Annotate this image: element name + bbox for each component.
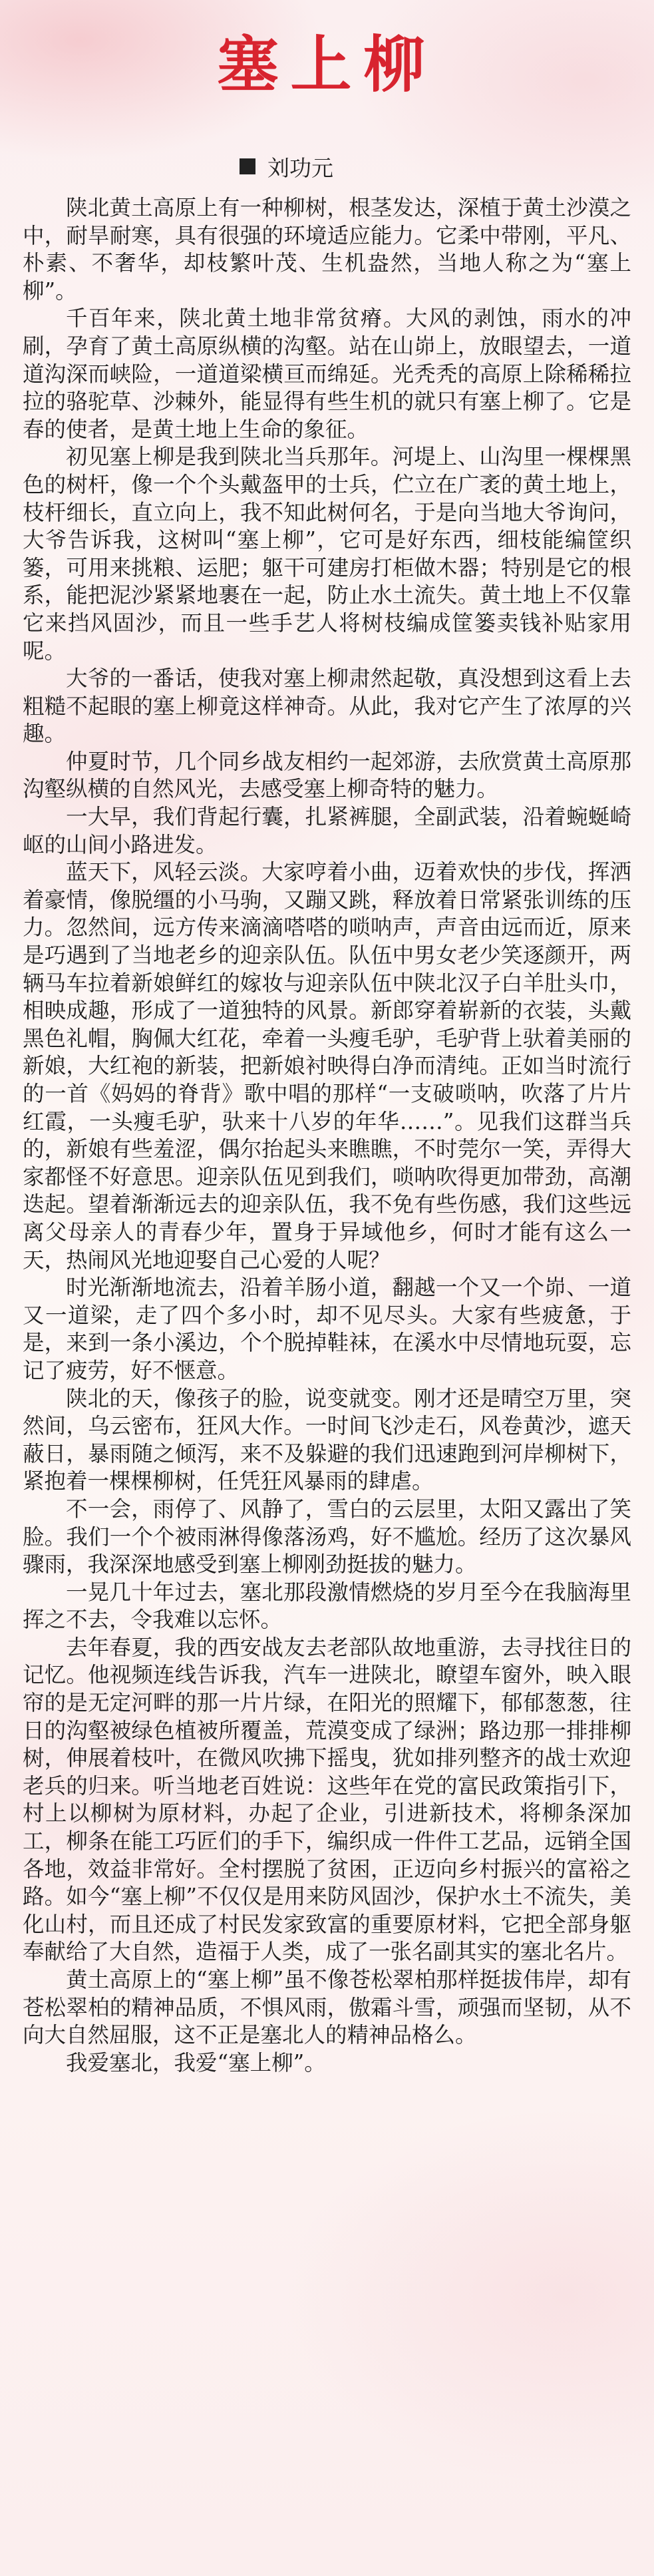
article-title: 塞上柳 [217, 29, 437, 101]
paragraph: 一晃几十年过去，塞北那段激情燃烧的岁月至今在我脑海里挥之不去，令我难以忘怀。 [23, 1579, 631, 1633]
byline [240, 152, 333, 181]
paragraph: 千百年来，陕北黄土地非常贫瘠。大风的剥蚀，雨水的冲刷，孕育了黄土高原纵横的沟壑。站在山峁上，放眼望去，一道道沟深而峡险，一道道梁横亘而绵延。光秃秃的高原上除稀稀拉拉的骆驼草、沙棘外，能显得有些生机的就只有塞上柳了。它是春的使者，是黄土地上生命的象征。 [23, 306, 631, 442]
paragraph: 黄土高原上的“塞上柳”虽不像苍松翠柏那样挺拔伟岸，却有苍松翠柏的精神品质，不惧风雨，傲霜斗雪，顽强而坚韧，从不向大自然屈服，这不正是塞北人的精神品格么。 [23, 1967, 631, 2048]
paragraph: 一大早，我们背起行囊，扎紧裤腿，全副武装，沿着蜿蜒崎岖的山间小路进发。 [23, 804, 631, 857]
paragraph: 陕北黄土高原上有一种柳树，根茎发达，深植于黄土沙漠之中，耐旱耐寒，具有很强的环境适应能力。它柔中带刚，平凡、朴素、不奢华，却枝繁叶茂、生机盎然，当地人称之为“塞上柳”。 [23, 195, 631, 304]
author-name: 刘功元 [267, 154, 333, 181]
paragraph: 蓝天下，风轻云淡。大家哼着小曲，迈着欢快的步伐，挥洒着豪情，像脱缰的小马驹，又蹦又跳，释放着日常紧张训练的压力。忽然间，远方传来滴滴嗒嗒的唢呐声，声音由远而近，原来是巧遇到了当地老乡的迎亲队伍。队伍中男女老少笑逐颜开，两辆马车拉着新娘鲜红的嫁妆与迎亲队伍中陕北汉子白羊肚头巾，相映成趣，形成了一道独特的风景。新郎穿着崭新的衣装，头戴黑色礼帽，胸佩大红花，牵着一头瘦毛驴，毛驴背上驮着美丽的新娘，大红袍的新装，把新娘衬映得白净而清纯。正如当时流行的一首《妈妈的脊背》歌中唱的那样“一支破唢呐，吹落了片片红霞，一头瘦毛驴，驮来十八岁的年华……”。见我们这群当兵的，新娘有些羞涩，偶尔抬起头来瞧瞧，不时莞尔一笑，弄得大家都怪不好意思。迎亲队伍见到我们，唢呐吹得更加带劲，高潮迭起。望着渐渐远去的迎亲队伍，我不免有些伤感，我们这些远离父母亲人的青春少年，置身于异域他乡，何时才能有这么一天，热闹风光地迎娶自己心爱的人呢？ [23, 859, 631, 1273]
square-bullet-icon [240, 158, 255, 174]
paragraph: 时光渐渐地流去，沿着羊肠小道，翻越一个又一个峁、一道又一道梁，走了四个多小时，却不见尽头。大家有些疲惫，于是，来到一条小溪边，个个脱掉鞋袜，在溪水中尽情地玩耍，忘记了疲劳，好不惬意。 [23, 1275, 631, 1383]
paragraph: 不一会，雨停了、风静了，雪白的云层里，太阳又露出了笑脸。我们一个个被雨淋得像落汤鸡，好不尴尬。经历了这次暴风骤雨，我深深地感受到塞上柳刚劲挺拔的魅力。 [23, 1496, 631, 1578]
paragraph: 仲夏时节，几个同乡战友相约一起郊游，去欣赏黄土高原那沟壑纵横的自然风光，去感受塞上柳奇特的魅力。 [23, 748, 631, 802]
paragraph: 初见塞上柳是我到陕北当兵那年。河堤上、山沟里一棵棵黑色的树杆，像一个个头戴盔甲的士兵，伫立在广袤的黄土地上，枝杆细长，直立向上，我不知此树何名，于是向当地大爷询问，大爷告诉我，这树叫“塞上柳”，它可是好东西，细枝能编筐织篓，可用来挑粮、运肥；躯干可建房打柜做木器；特别是它的根系，能把泥沙紧紧地裹在一起，防止水土流失。黄土地上不仅靠它来挡风固沙，而且一些手艺人将树枝编成筐篓卖钱补贴家用呢。 [23, 444, 631, 664]
article-body [23, 194, 631, 2077]
paragraph: 去年春夏，我的西安战友去老部队故地重游，去寻找往日的记忆。他视频连线告诉我，汽车一进陕北，瞭望车窗外，映入眼帘的是无定河畔的那一片片绿，在阳光的照耀下，郁郁葱葱，往日的沟壑被绿色植被所覆盖，荒漠变成了绿洲；路边那一排排柳树，伸展着枝叶，在微风吹拂下摇曳，犹如排列整齐的战士欢迎老兵的归来。听当地老百姓说：这些年在党的富民政策指引下，村上以柳树为原材料，办起了企业，引进新技术，将柳条深加工，柳条在能工巧匠们的手下，编织成一件件工艺品，远销全国各地，效益非常好。全村摆脱了贫困，正迈向乡村振兴的富裕之路。如今“塞上柳”不仅仅是用来防风固沙，保护水土不流失，美化山村，而且还成了村民发家致富的重要原材料，它把全部身躯奉献给了大自然，造福于人类，成了一张名副其实的塞北名片。 [23, 1634, 631, 1965]
paragraph: 我爱塞北，我爱“塞上柳”。 [66, 2049, 326, 2075]
paragraph: 陕北的天，像孩子的脸，说变就变。刚才还是晴空万里，突然间，乌云密布，狂风大作。一时间飞沙走石，风卷黄沙，遮天蔽日，暴雨随之倾泻，来不及躲避的我们迅速跑到河岸柳树下，紧抱着一棵棵柳树，任凭狂风暴雨的肆虐。 [23, 1385, 631, 1494]
paragraph: 大爷的一番话，使我对塞上柳肃然起敬，真没想到这看上去粗糙不起眼的塞上柳竟这样神奇。从此，我对它产生了浓厚的兴趣。 [23, 666, 631, 747]
